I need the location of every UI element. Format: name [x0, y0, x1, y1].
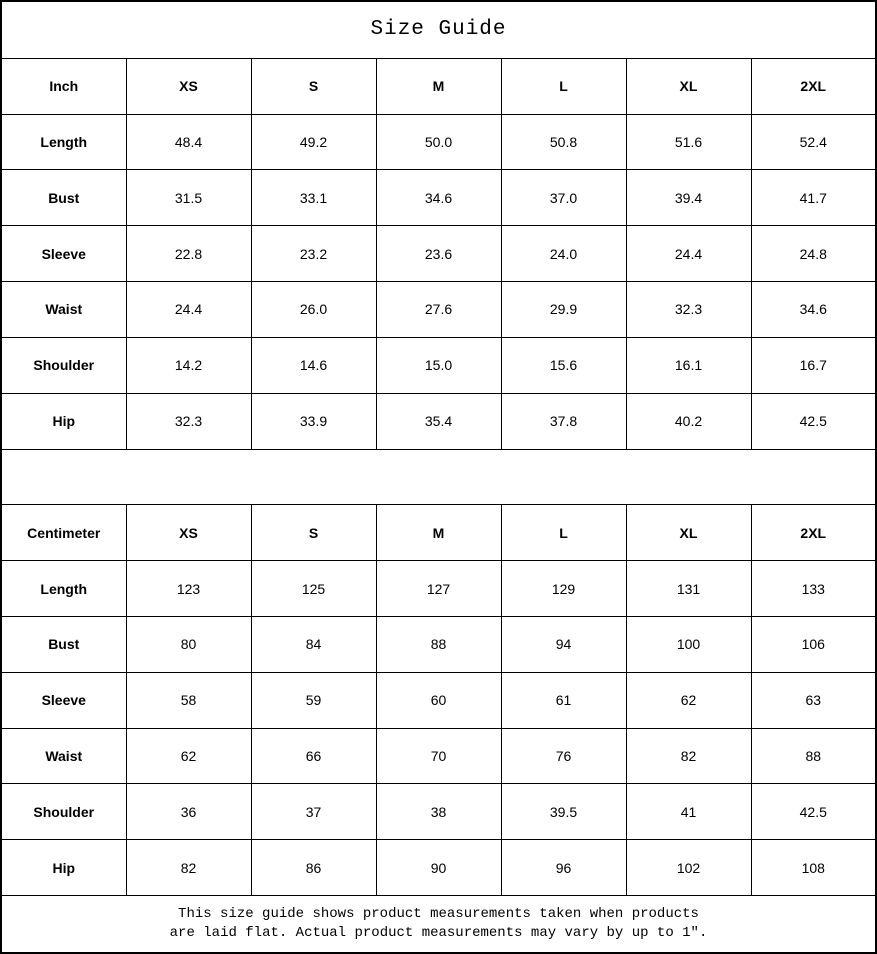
data-table-row [1, 784, 876, 840]
unit-header-inch: Inch [1, 58, 126, 114]
size-header-xs: XS [126, 505, 251, 561]
measurement-value-cell: 33.1 [251, 170, 376, 226]
measurement-value-cell: 34.6 [376, 170, 501, 226]
measurement-value-cell: 76 [501, 728, 626, 784]
measurement-value-cell: 82 [626, 728, 751, 784]
measurement-value-cell: 100 [626, 616, 751, 672]
measurement-value-cell: 50.8 [501, 114, 626, 170]
measurement-value-cell: 41.7 [751, 170, 876, 226]
measurement-value-cell: 60 [376, 672, 501, 728]
measurement-label-sleeve: Sleeve [1, 226, 126, 282]
measurement-value-cell: 131 [626, 561, 751, 617]
measurement-value-cell: 94 [501, 616, 626, 672]
measurement-value-cell: 32.3 [626, 282, 751, 338]
measurement-value-cell: 14.2 [126, 337, 251, 393]
measurement-value-cell: 15.6 [501, 337, 626, 393]
header-table-row [1, 505, 876, 561]
measurement-value-cell: 52.4 [751, 114, 876, 170]
data-table-row [1, 561, 876, 617]
measurement-value-cell: 80 [126, 616, 251, 672]
measurement-value-cell: 42.5 [751, 784, 876, 840]
unit-header-centimeter: Centimeter [1, 505, 126, 561]
measurement-value-cell: 24.4 [126, 282, 251, 338]
footer-note-line2: are laid flat. Actual product measurements may vary by up to 1″. [169, 925, 708, 941]
measurement-value-cell: 49.2 [251, 114, 376, 170]
measurement-value-cell: 34.6 [751, 282, 876, 338]
spacer-table-row [1, 449, 876, 505]
measurement-value-cell: 37.0 [501, 170, 626, 226]
size-header-m: M [376, 58, 501, 114]
footer-table-row [1, 896, 876, 953]
page-title: Size Guide [1, 1, 876, 58]
measurement-label-hip: Hip [1, 393, 126, 449]
measurement-value-cell: 16.1 [626, 337, 751, 393]
measurement-label-hip: Hip [1, 840, 126, 896]
data-table-row [1, 282, 876, 338]
measurement-value-cell: 102 [626, 840, 751, 896]
measurement-label-waist: Waist [1, 728, 126, 784]
measurement-value-cell: 58 [126, 672, 251, 728]
measurement-value-cell: 38 [376, 784, 501, 840]
measurement-value-cell: 31.5 [126, 170, 251, 226]
measurement-value-cell: 106 [751, 616, 876, 672]
measurement-value-cell: 48.4 [126, 114, 251, 170]
table-spacer [1, 449, 876, 505]
measurement-value-cell: 37.8 [501, 393, 626, 449]
size-header-m: M [376, 505, 501, 561]
data-table-row [1, 616, 876, 672]
data-table-row [1, 672, 876, 728]
measurement-value-cell: 40.2 [626, 393, 751, 449]
measurement-value-cell: 39.4 [626, 170, 751, 226]
measurement-value-cell: 35.4 [376, 393, 501, 449]
measurement-label-shoulder: Shoulder [1, 337, 126, 393]
measurement-value-cell: 86 [251, 840, 376, 896]
measurement-value-cell: 133 [751, 561, 876, 617]
size-header-l: L [501, 58, 626, 114]
measurement-value-cell: 32.3 [126, 393, 251, 449]
measurement-value-cell: 29.9 [501, 282, 626, 338]
measurement-value-cell: 24.8 [751, 226, 876, 282]
measurement-value-cell: 127 [376, 561, 501, 617]
measurement-value-cell: 16.7 [751, 337, 876, 393]
size-header-xl: XL [626, 58, 751, 114]
measurement-label-sleeve: Sleeve [1, 672, 126, 728]
measurement-value-cell: 88 [376, 616, 501, 672]
measurement-value-cell: 84 [251, 616, 376, 672]
data-table-row [1, 393, 876, 449]
measurement-value-cell: 63 [751, 672, 876, 728]
measurement-value-cell: 82 [126, 840, 251, 896]
header-table-row [1, 58, 876, 114]
measurement-label-bust: Bust [1, 170, 126, 226]
measurement-value-cell: 36 [126, 784, 251, 840]
footer-note-line1: This size guide shows product measurements taken when products [178, 906, 699, 922]
measurement-value-cell: 14.6 [251, 337, 376, 393]
measurement-value-cell: 61 [501, 672, 626, 728]
title-table-row [1, 1, 876, 58]
size-header-2xl: 2XL [751, 505, 876, 561]
measurement-value-cell: 41 [626, 784, 751, 840]
measurement-value-cell: 59 [251, 672, 376, 728]
size-header-s: S [251, 58, 376, 114]
measurement-value-cell: 15.0 [376, 337, 501, 393]
measurement-value-cell: 108 [751, 840, 876, 896]
size-header-xl: XL [626, 505, 751, 561]
size-guide-table-body [1, 1, 876, 953]
measurement-value-cell: 123 [126, 561, 251, 617]
measurement-label-shoulder: Shoulder [1, 784, 126, 840]
data-table-row [1, 226, 876, 282]
measurement-value-cell: 26.0 [251, 282, 376, 338]
data-table-row [1, 728, 876, 784]
size-header-l: L [501, 505, 626, 561]
measurement-value-cell: 23.2 [251, 226, 376, 282]
measurement-value-cell: 37 [251, 784, 376, 840]
measurement-value-cell: 24.4 [626, 226, 751, 282]
measurement-value-cell: 62 [626, 672, 751, 728]
measurement-value-cell: 42.5 [751, 393, 876, 449]
size-header-2xl: 2XL [751, 58, 876, 114]
measurement-value-cell: 22.8 [126, 226, 251, 282]
measurement-label-length: Length [1, 561, 126, 617]
footer-note [1, 896, 876, 953]
measurement-value-cell: 51.6 [626, 114, 751, 170]
measurement-value-cell: 129 [501, 561, 626, 617]
measurement-value-cell: 39.5 [501, 784, 626, 840]
data-table-row [1, 170, 876, 226]
data-table-row [1, 337, 876, 393]
measurement-value-cell: 27.6 [376, 282, 501, 338]
measurement-value-cell: 96 [501, 840, 626, 896]
size-header-s: S [251, 505, 376, 561]
measurement-value-cell: 62 [126, 728, 251, 784]
measurement-value-cell: 125 [251, 561, 376, 617]
measurement-value-cell: 88 [751, 728, 876, 784]
measurement-value-cell: 90 [376, 840, 501, 896]
measurement-value-cell: 70 [376, 728, 501, 784]
measurement-label-waist: Waist [1, 282, 126, 338]
measurement-value-cell: 24.0 [501, 226, 626, 282]
measurement-label-length: Length [1, 114, 126, 170]
size-header-xs: XS [126, 58, 251, 114]
measurement-label-bust: Bust [1, 616, 126, 672]
measurement-value-cell: 33.9 [251, 393, 376, 449]
measurement-value-cell: 66 [251, 728, 376, 784]
data-table-row [1, 840, 876, 896]
data-table-row [1, 114, 876, 170]
measurement-value-cell: 50.0 [376, 114, 501, 170]
measurement-value-cell: 23.6 [376, 226, 501, 282]
